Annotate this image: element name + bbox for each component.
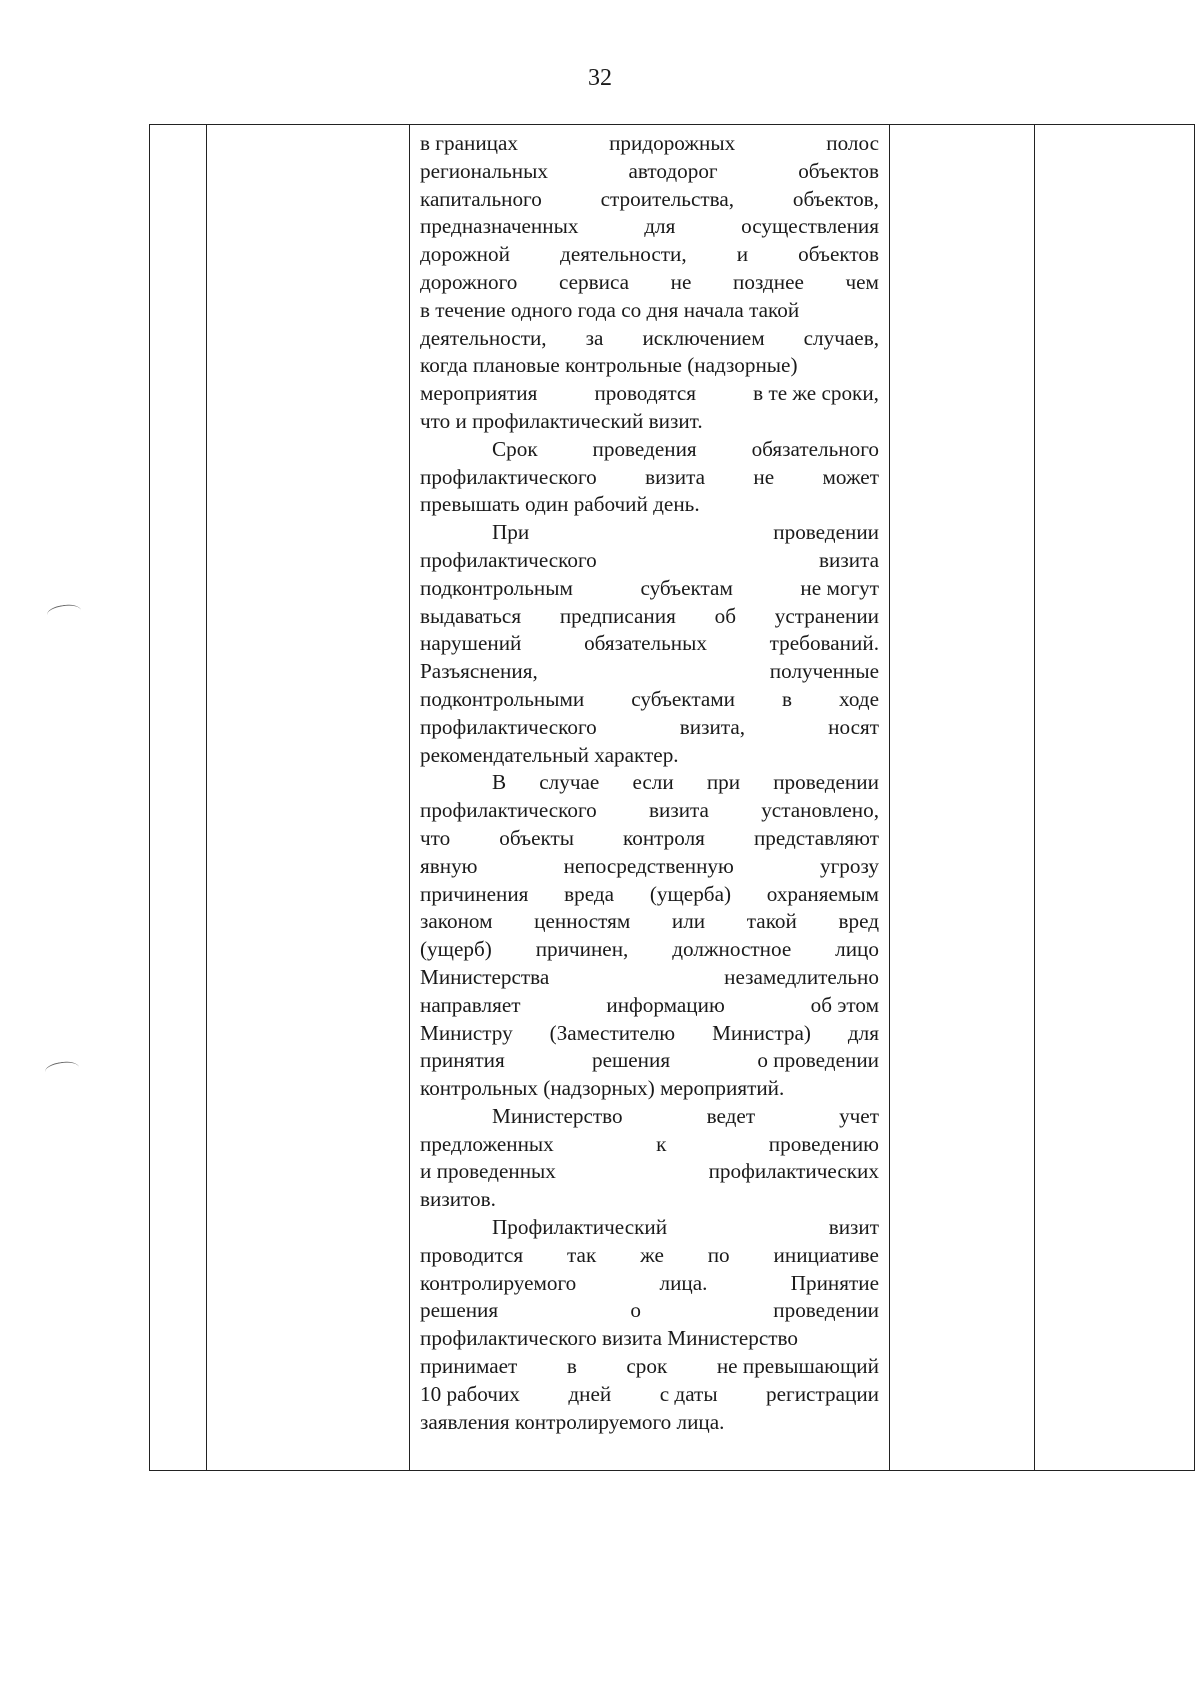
hole-punch-mark (44, 1060, 80, 1080)
text-word: Министру (420, 1020, 513, 1045)
text-word: (ущерба) (649, 881, 732, 906)
text-word: визита (648, 798, 709, 823)
text-word: визита (819, 547, 879, 572)
text-word: может (822, 464, 879, 489)
text-word: такой (746, 909, 797, 934)
text-line (420, 714, 879, 742)
text-word: случае (539, 770, 600, 795)
cell-text-block (420, 130, 879, 1436)
text-word: законом (420, 909, 493, 934)
text-line (420, 464, 879, 492)
text-word: учет (839, 1103, 879, 1128)
text-line (420, 158, 879, 186)
text-word: не могут (800, 575, 879, 600)
text-line (420, 130, 879, 158)
text-word: автодорог (628, 158, 718, 183)
text-word: профилактического (420, 464, 597, 489)
text-word: Разъяснения, (420, 659, 538, 684)
text-word: явную (420, 853, 478, 878)
text-word: подконтрольными (420, 686, 585, 711)
text-word: объекты (499, 825, 574, 850)
text-line (420, 325, 879, 353)
text-word: дорожного (420, 269, 518, 294)
text-line (420, 1242, 879, 1270)
text-word: о (630, 1298, 641, 1323)
text-word: в (566, 1354, 577, 1379)
text-word: субъектами (631, 686, 735, 711)
text-word: когда плановые контрольные (надзорные) (420, 353, 798, 378)
text-word: Срок (492, 436, 538, 461)
text-word: 10 рабочих (420, 1381, 520, 1406)
text-word: предложенных (420, 1131, 554, 1156)
text-word: При (492, 520, 530, 545)
text-line (420, 269, 879, 297)
text-line (420, 769, 879, 797)
text-word: нарушений (420, 631, 522, 656)
text-line (420, 1131, 879, 1159)
text-line (420, 630, 879, 658)
text-line (420, 1103, 879, 1131)
text-word: Министерство (492, 1103, 623, 1128)
text-line (420, 575, 879, 603)
text-word: осуществления (741, 214, 879, 239)
document-table (149, 124, 1195, 1471)
text-line (420, 1325, 879, 1353)
text-word: контроля (623, 825, 705, 850)
text-word: профилактического визита Министерство (420, 1326, 798, 1351)
text-word: и проведенных (420, 1159, 556, 1184)
table-cell-column-2 (207, 125, 410, 1471)
text-word: для (644, 214, 676, 239)
text-word: позднее (733, 269, 804, 294)
text-word: в границах (420, 131, 519, 155)
text-word: или (671, 909, 706, 934)
text-word: проведении (773, 770, 879, 795)
text-word: лицо (835, 937, 879, 962)
text-word: ценностям (534, 909, 631, 934)
text-line (420, 1186, 879, 1214)
table-cell-column-5 (1035, 125, 1195, 1471)
text-word: предписания (559, 603, 676, 628)
text-word: объектов, (792, 186, 879, 211)
text-line (420, 908, 879, 936)
text-line (420, 992, 879, 1020)
text-word: о проведении (757, 1048, 879, 1073)
text-word: дней (568, 1381, 612, 1406)
text-line (420, 881, 879, 909)
text-word: установлено, (761, 798, 879, 823)
text-word: проводится (420, 1242, 524, 1267)
text-word: лица. (659, 1270, 708, 1295)
text-word: носят (828, 714, 879, 739)
text-line (420, 186, 879, 214)
text-word: представляют (753, 825, 879, 850)
text-word: что (420, 825, 451, 850)
text-word: за (585, 325, 604, 350)
text-word: профилактического (420, 798, 597, 823)
text-word: визита, (679, 714, 746, 739)
text-line (420, 241, 879, 269)
text-word: с даты (659, 1381, 718, 1406)
text-word: в (782, 686, 793, 711)
text-line (420, 797, 879, 825)
text-line (420, 1075, 879, 1103)
text-word: в те же сроки, (753, 381, 879, 406)
text-line (420, 1214, 879, 1242)
text-line (420, 825, 879, 853)
text-word: обязательного (751, 436, 879, 461)
text-word: сервиса (558, 269, 630, 294)
text-line (420, 1353, 879, 1381)
text-word: причинен, (535, 937, 629, 962)
text-word: вред (838, 909, 879, 934)
text-line (420, 853, 879, 881)
text-line (420, 686, 879, 714)
text-word: об (714, 603, 736, 628)
text-word: Профилактический (492, 1215, 668, 1240)
text-word: принятия (420, 1048, 505, 1073)
text-word: подконтрольным (420, 575, 573, 600)
hole-punch-mark (46, 603, 82, 623)
text-word: информацию (606, 992, 725, 1017)
text-word: Принятие (790, 1270, 879, 1295)
text-word: профилактического (420, 547, 597, 572)
text-line (420, 742, 879, 770)
text-line (420, 213, 879, 241)
text-word: проведении (773, 520, 879, 545)
text-line (420, 658, 879, 686)
text-word: (ущерб) (420, 937, 492, 962)
text-word: решения (591, 1048, 671, 1073)
text-word: визита (645, 464, 706, 489)
text-word: инициативе (773, 1242, 879, 1267)
text-word: визит (828, 1215, 879, 1240)
text-word: должностное (672, 937, 792, 962)
text-word: В (492, 770, 507, 795)
text-line (420, 519, 879, 547)
text-word: угрозу (819, 853, 879, 878)
text-word: дорожной (420, 242, 510, 267)
text-word: контрольных (надзорных) мероприятий. (420, 1076, 785, 1101)
text-word: регистрации (766, 1381, 879, 1406)
text-word: проведению (768, 1131, 879, 1156)
text-word: обязательных (584, 631, 707, 656)
text-word: проведении (773, 1298, 879, 1323)
table-cell-column-4 (890, 125, 1035, 1471)
text-word: решения (420, 1298, 499, 1323)
text-word: для (847, 1020, 879, 1045)
text-word: причинения (420, 881, 529, 906)
table-row (150, 125, 1195, 1471)
page-number: 32 (588, 65, 612, 91)
text-line (420, 936, 879, 964)
text-word: принимает (420, 1354, 518, 1379)
text-line (420, 297, 879, 325)
text-line (420, 1020, 879, 1048)
text-line (420, 964, 879, 992)
text-word: полученные (769, 659, 879, 684)
text-word: не превышающий (716, 1354, 879, 1379)
text-word: и (736, 242, 749, 267)
text-word: контролируемого (420, 1270, 577, 1295)
text-word: чем (845, 269, 879, 294)
text-word: предназначенных (420, 214, 579, 239)
table-cell-column-1 (150, 125, 207, 1471)
text-line (420, 1047, 879, 1075)
text-word: об этом (810, 992, 879, 1017)
text-word: вреда (564, 881, 615, 906)
text-line (420, 1381, 879, 1409)
text-word: деятельности, (560, 242, 687, 267)
text-word: что и профилактический визит. (420, 408, 703, 433)
text-word: объектов (798, 242, 879, 267)
text-word: придорожных (609, 131, 736, 155)
text-word: региональных (420, 158, 548, 183)
text-word: заявления контролируемого лица. (420, 1409, 725, 1434)
text-line (420, 380, 879, 408)
text-word: требований. (769, 631, 879, 656)
text-line (420, 603, 879, 631)
text-line (420, 408, 879, 436)
text-word: в течение одного года со дня начала такой (420, 297, 800, 322)
text-word: превышать один рабочий день. (420, 492, 700, 517)
text-word: субъектам (640, 575, 733, 600)
text-word: рекомендательный характер. (420, 742, 679, 767)
text-line (420, 1270, 879, 1298)
text-word: по (707, 1242, 730, 1267)
text-word: Министерства (420, 964, 550, 989)
text-word: незамедлительно (724, 964, 879, 989)
text-word: случаев, (803, 325, 879, 350)
text-word: исключением (642, 325, 765, 350)
text-word: профилактических (708, 1159, 879, 1184)
text-word: деятельности, (420, 325, 547, 350)
text-word: проводятся (594, 381, 697, 406)
text-word: направляет (420, 992, 521, 1017)
text-line (420, 1158, 879, 1186)
table-cell-column-3 (410, 125, 890, 1471)
text-word: профилактического (420, 714, 597, 739)
text-word: (Заместителю (549, 1020, 676, 1045)
text-word: устранении (774, 603, 879, 628)
text-line (420, 491, 879, 519)
text-word: срок (626, 1354, 668, 1379)
text-word: объектов (798, 158, 879, 183)
text-word: мероприятия (420, 381, 538, 406)
text-line (420, 1297, 879, 1325)
text-line (420, 1409, 879, 1437)
text-word: непосредственную (563, 853, 734, 878)
text-word: Министра) (712, 1020, 811, 1045)
text-word: так (567, 1242, 597, 1267)
text-word: ходе (839, 686, 879, 711)
text-word: не (670, 269, 692, 294)
text-word: выдаваться (420, 603, 522, 628)
text-word: проведения (592, 436, 697, 461)
text-word: капитального (420, 186, 542, 211)
text-word: ведет (706, 1103, 756, 1128)
text-word: визитов. (420, 1187, 496, 1212)
text-word: же (640, 1242, 664, 1267)
text-word: строительства, (600, 186, 735, 211)
text-line (420, 352, 879, 380)
text-word: полос (826, 131, 879, 155)
text-word: при (706, 770, 741, 795)
text-line (420, 436, 879, 464)
text-word: охраняемым (766, 881, 879, 906)
text-word: не (753, 464, 775, 489)
text-line (420, 547, 879, 575)
text-word: если (632, 770, 674, 795)
text-word: к (656, 1131, 667, 1156)
